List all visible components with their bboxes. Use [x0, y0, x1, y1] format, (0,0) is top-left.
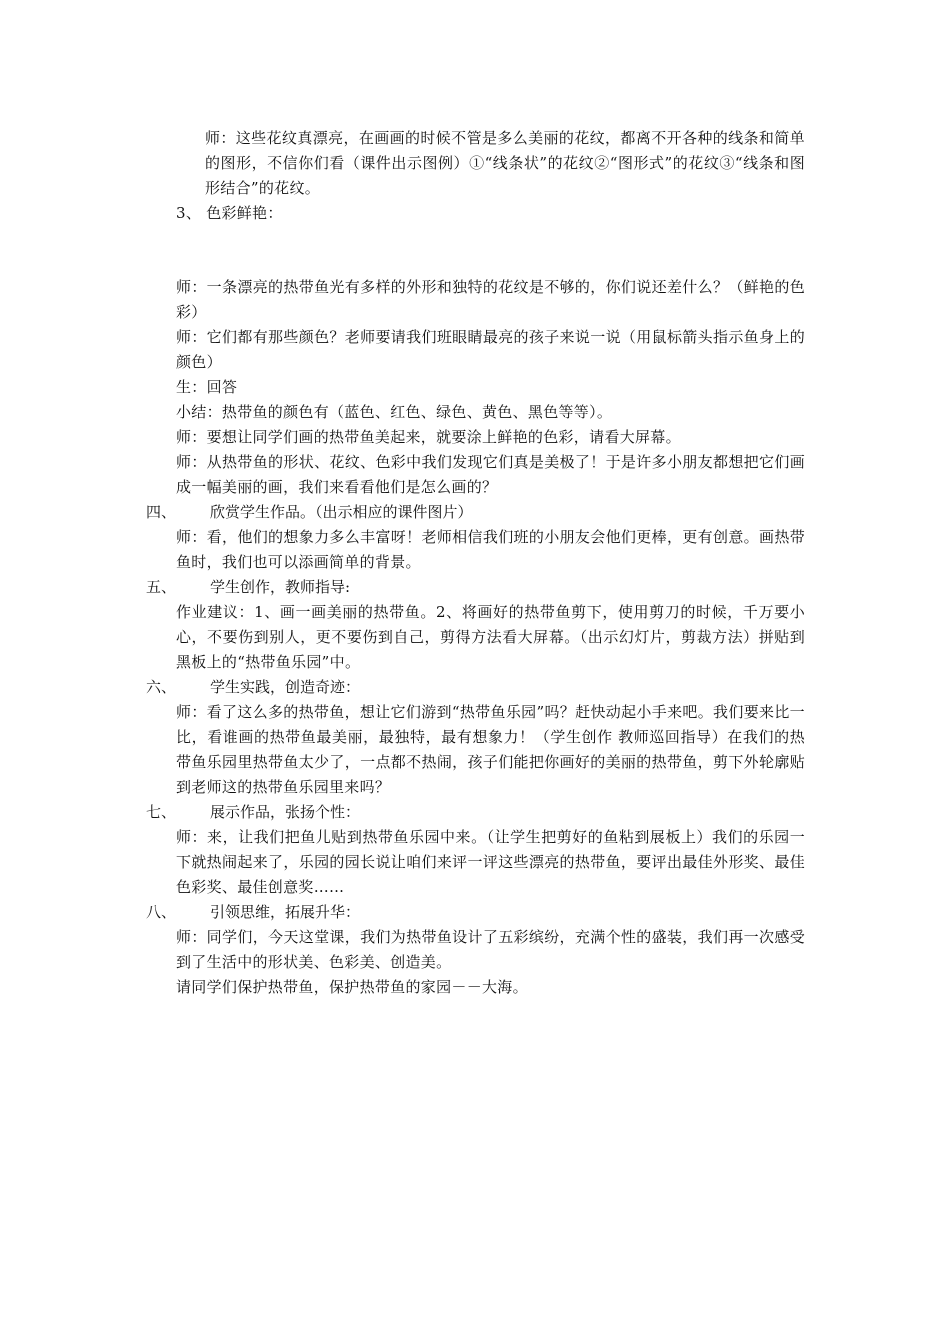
paragraph-pattern-intro: 师：这些花纹真漂亮，在画画的时候不管是多么美丽的花纹，都离不开各种的线条和简单的图形，不信你们看（课件出示图例）①“线条状”的花纹②“图形式”的花纹③“线条和图形结合”的花纹。 — [205, 129, 805, 197]
section-title: 学生实践，创造奇迹： — [210, 678, 361, 696]
section-number: 六、 — [146, 678, 177, 696]
paragraph-practice: 师：看了这么多的热带鱼，想让它们游到“热带鱼乐园”吗？赶快动起小手来吧。我们要来比一比，看谁画的热带鱼最美丽，最独特，最有想象力！（学生创作 教师巡回指导）在我们的热带鱼乐园里热带鱼太少了，一点都不热闹，孩子们能把你画好的美丽的热带鱼，剪下外轮廓贴到老师这的热带鱼乐园里来吗？ — [176, 703, 805, 796]
section-heading-4 — [146, 500, 806, 525]
section-number: 七、 — [146, 803, 177, 821]
paragraph-summary: 小结：热带鱼的颜色有（蓝色、红色、绿色、黄色、黑色等等）。 — [176, 403, 613, 421]
paragraph-conclusion: 师：同学们，今天这堂课，我们为热带鱼设计了五彩缤纷，充满个性的盛装，我们再一次感受到了生活中的形状美、色彩美、创造美。 — [176, 928, 805, 971]
paragraph-color-question: 师：一条漂亮的热带鱼光有多样的外形和独特的花纹是不够的，你们说还差什么？（鲜艳的色彩） — [176, 278, 805, 321]
paragraph-bright-colors: 师：要想让同学们画的热带鱼美起来，就要涂上鲜艳的色彩，请看大屏幕。 — [176, 428, 681, 446]
paragraph-student-answer: 生：回答 — [176, 378, 238, 396]
section-heading-6 — [146, 675, 806, 700]
section-title: 学生创作，教师指导: — [210, 578, 351, 596]
paragraph-protect: 请同学们保护热带鱼，保护热带鱼的家园－－大海。 — [176, 978, 528, 996]
paragraph-homework: 作业建议：1、画一画美丽的热带鱼。2、将画好的热带鱼剪下，使用剪刀的时候，千万要小心，不要伤到别人，更不要伤到自己，剪得方法看大屏幕。（出示幻灯片，剪裁方法）拼贴到黑板上的“热带鱼乐园”中。 — [176, 603, 805, 671]
paragraph-imagination: 师：看，他们的想象力多么丰富呀！老师相信我们班的小朋友会他们更棒，更有创意。画热带鱼时，我们也可以添画简单的背景。 — [176, 528, 805, 571]
paragraph-color-which: 师：它们都有那些颜色？老师要请我们班眼睛最亮的孩子来说一说（用鼠标箭头指示鱼身上的颜色） — [176, 328, 805, 371]
paragraph-exhibit: 师：来，让我们把鱼儿贴到热带鱼乐园中来。（让学生把剪好的鱼粘到展板上）我们的乐园一下就热闹起来了，乐园的园长说让咱们来评一评这些漂亮的热带鱼，要评出最佳外形奖、最佳色彩奖、最佳创意奖…… — [176, 828, 805, 896]
section-heading-5 — [146, 575, 806, 600]
section-number: 五、 — [146, 578, 177, 596]
section-number: 八、 — [146, 903, 177, 921]
section-heading-8 — [146, 900, 806, 925]
section-number: 四、 — [146, 503, 177, 521]
subheading-color: 3、 色彩鲜艳： — [176, 204, 283, 222]
section-title: 欣赏学生作品。（出示相应的课件图片） — [210, 503, 473, 521]
paragraph-beauty: 师：从热带鱼的形状、花纹、色彩中我们发现它们真是美极了！于是许多小朋友都想把它们画成一幅美丽的画，我们来看看他们是怎么画的？ — [176, 453, 805, 496]
section-heading-7 — [146, 800, 806, 825]
section-title: 展示作品，张扬个性： — [210, 803, 361, 821]
section-title: 引领思维，拓展升华： — [210, 903, 361, 921]
